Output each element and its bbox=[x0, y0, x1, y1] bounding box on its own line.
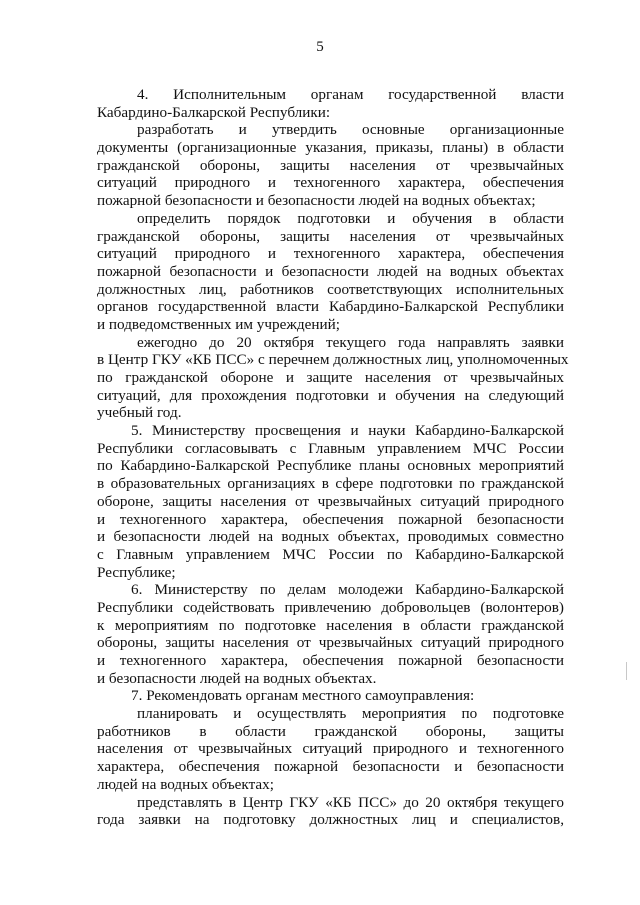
text-line: должностных лиц, работников соответствующих исполнительных bbox=[97, 280, 564, 298]
text-line: Республики согласовывать с Главным управлением МЧС России bbox=[97, 439, 564, 457]
text-line: по гражданской обороне и защите населения от чрезвычайных bbox=[97, 369, 564, 386]
text-line: 6. Министерству по делам молодежи Кабардино-Балкарской bbox=[131, 581, 564, 599]
text-line: с Главным управлением МЧС России по Кабардино-Балкарской bbox=[97, 545, 564, 563]
text-line: ситуаций природного и техногенного характера, обеспечения bbox=[97, 174, 564, 192]
text-line: гражданской обороны, защиты населения от чрезвычайных bbox=[97, 156, 564, 174]
text-line: представлять в Центр ГКУ «КБ ПСС» до 20 октября текущего bbox=[137, 793, 564, 811]
text-line: планировать и осуществлять мероприятия по подготовке bbox=[137, 705, 564, 723]
text-line: населения от чрезвычайных ситуаций природного и техногенного bbox=[97, 740, 564, 758]
text-line: 4. Исполнительным органам государственной власти bbox=[137, 86, 564, 103]
text-line: пожарной безопасности и безопасности людей на водных объектах bbox=[97, 262, 564, 280]
text-line: и безопасности людей на водных объектах. bbox=[97, 669, 377, 687]
text-line: ежегодно до 20 октября текущего года направлять заявки bbox=[137, 333, 564, 351]
text-line: гражданской обороны, защиты населения от чрезвычайных bbox=[97, 227, 564, 245]
text-line: и безопасности людей на водных объектах, проводимых совместно bbox=[97, 528, 564, 546]
text-line: в Центр ГКУ «КБ ПСС» с перечнем должностных лиц, уполномоченных bbox=[97, 351, 569, 369]
text-line: обороны, защиты населения от чрезвычайных ситуаций природного bbox=[97, 634, 564, 652]
text-line: к мероприятиям по подготовке населения в области гражданской bbox=[97, 616, 564, 634]
text-line: 7. Рекомендовать органам местного самоуправления: bbox=[131, 687, 475, 705]
scan-margin-mark bbox=[626, 662, 627, 680]
text-line: Республики содействовать привлечению добровольцев (волонтеров) bbox=[97, 598, 564, 616]
text-line: ситуаций, для прохождения подготовки и обучения на следующий bbox=[97, 386, 564, 404]
text-line: документы (организационные указания, приказы, планы) в области bbox=[97, 139, 564, 157]
text-line: года заявки на подготовку должностных лиц и специалистов, bbox=[97, 811, 564, 829]
text-line: пожарной безопасности и безопасности людей на водных объектах; bbox=[97, 192, 536, 210]
text-line: разработать и утвердить основные организационные bbox=[137, 121, 564, 139]
text-line: по Кабардино-Балкарской Республике планы основных мероприятий bbox=[97, 457, 564, 475]
text-line: 5. Министерству просвещения и науки Кабардино-Балкарской bbox=[131, 422, 564, 440]
text-line: работников в области гражданской обороны, защиты bbox=[97, 722, 564, 740]
text-line: учебный год. bbox=[97, 404, 182, 422]
page-number: 5 bbox=[316, 39, 324, 55]
text-line: обороне, защиты населения от чрезвычайных ситуаций природного bbox=[97, 492, 564, 510]
text-line: и техногенного характера, обеспечения пожарной безопасности bbox=[97, 652, 564, 669]
text-line: людей на водных объектах; bbox=[97, 775, 274, 793]
text-line: Республике; bbox=[97, 563, 176, 581]
text-line: и техногенного характера, обеспечения пожарной безопасности bbox=[97, 510, 564, 528]
text-line: Кабардино-Балкарской Республики: bbox=[97, 103, 331, 121]
text-line: определить порядок подготовки и обучения в области bbox=[137, 209, 564, 227]
text-line: органов государственной власти Кабардино-Балкарской Республики bbox=[97, 298, 564, 316]
text-line: в образовательных организациях в сфере подготовки по гражданской bbox=[97, 475, 564, 493]
text-line: ситуаций природного и техногенного характера, обеспечения bbox=[97, 245, 564, 263]
text-line: характера, обеспечения пожарной безопасности и безопасности bbox=[97, 758, 564, 776]
document-body bbox=[97, 86, 569, 829]
text-line: и подведомственных им учреждений; bbox=[97, 315, 340, 333]
